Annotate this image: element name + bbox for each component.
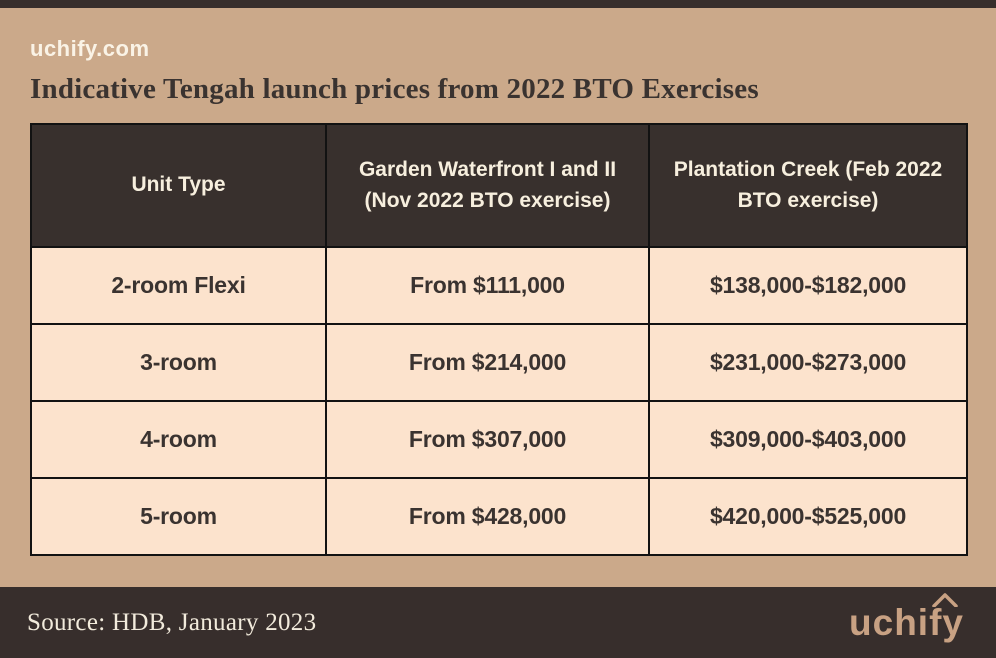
cell-garden-price: From $428,000 (326, 478, 649, 555)
table-row (31, 324, 967, 401)
source-text: Source: HDB, January 2023 (27, 608, 317, 636)
table-header-row (31, 124, 967, 247)
column-header-unit-type: Unit Type (31, 124, 326, 247)
footer-bar (0, 587, 996, 658)
cell-unit-type: 4-room (31, 401, 326, 478)
column-header-plantation-creek: Plantation Creek (Feb 2022 BTO exercise) (649, 124, 967, 247)
uchify-logo (849, 602, 964, 644)
cell-plantation-price: $231,000-$273,000 (649, 324, 967, 401)
table-row (31, 247, 967, 324)
cell-garden-price: From $307,000 (326, 401, 649, 478)
cell-garden-price: From $111,000 (326, 247, 649, 324)
cell-unit-type: 5-room (31, 478, 326, 555)
cell-garden-price: From $214,000 (326, 324, 649, 401)
uchify-logo-text: uchify (849, 601, 964, 643)
roof-icon (932, 593, 958, 607)
column-header-garden-waterfront: Garden Waterfront I and II (Nov 2022 BTO exercise) (326, 124, 649, 247)
cell-unit-type: 3-room (31, 324, 326, 401)
cell-unit-type: 2-room Flexi (31, 247, 326, 324)
page-title: Indicative Tengah launch prices from 2022 BTO Exercises (30, 73, 759, 105)
price-table (30, 123, 968, 556)
site-name: uchify.com (30, 36, 150, 61)
table-row (31, 401, 967, 478)
cell-plantation-price: $420,000-$525,000 (649, 478, 967, 555)
cell-plantation-price: $138,000-$182,000 (649, 247, 967, 324)
top-strip (0, 0, 996, 8)
cell-plantation-price: $309,000-$403,000 (649, 401, 967, 478)
table-row (31, 478, 967, 555)
